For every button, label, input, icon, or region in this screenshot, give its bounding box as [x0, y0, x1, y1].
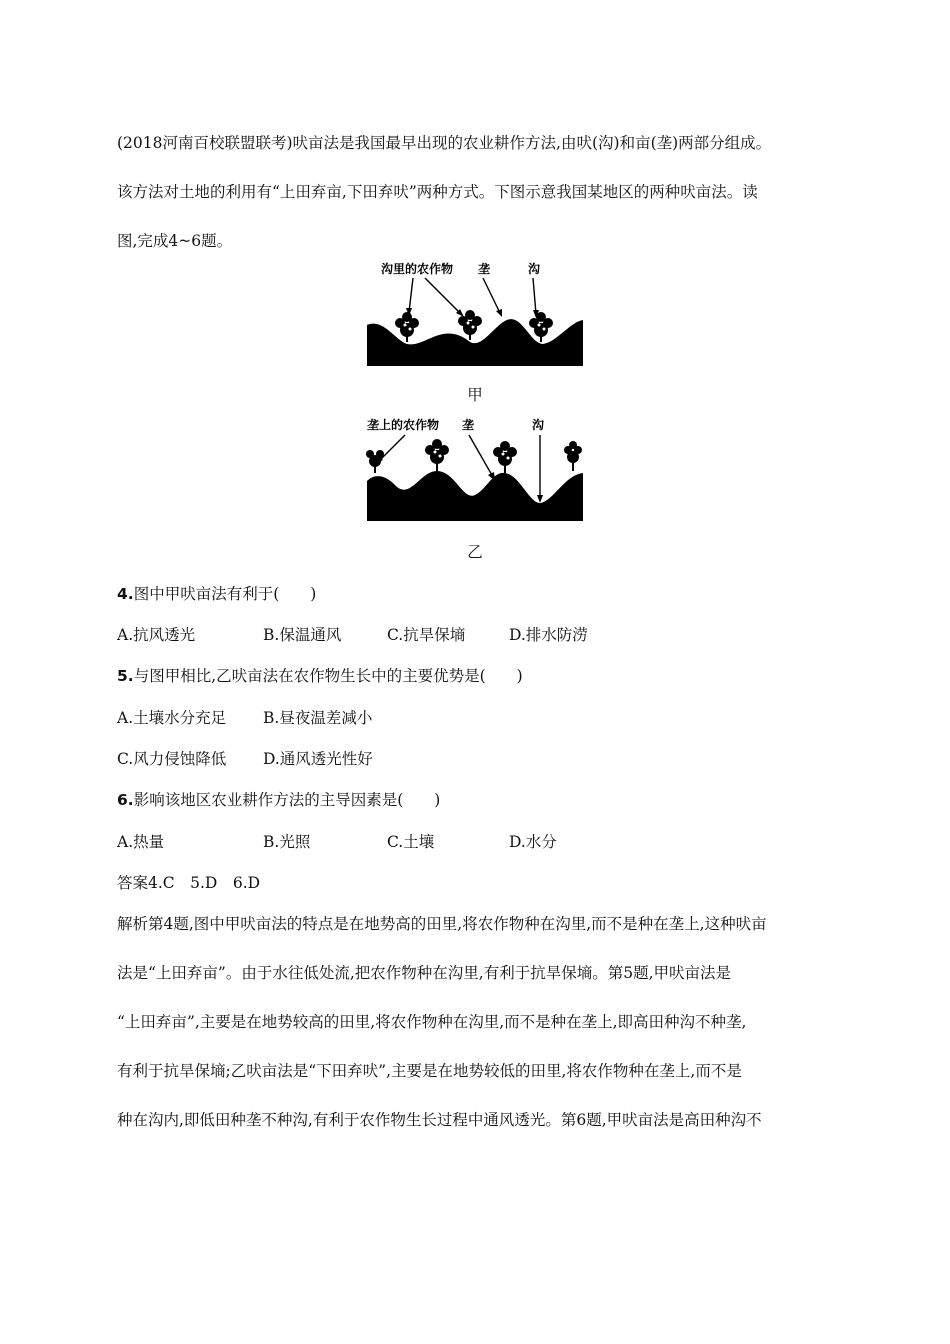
question-5-option-b: B.昼夜温差减小 — [263, 709, 373, 727]
question-4 — [117, 582, 316, 604]
question-4-option-c: C.抗旱保墒 — [387, 626, 466, 644]
question-5-option-d: D.通风透光性好 — [263, 750, 373, 768]
question-6 — [117, 788, 440, 810]
question-6-option-c: C.土壤 — [387, 833, 435, 851]
question-5-stem: 与图甲相比,乙吠亩法在农作物生长中的主要优势是( ) — [133, 667, 523, 685]
analysis-line-3: “上田弃亩”,主要是在地势较高的田里,将农作物种在沟里,而不是种在垄上,即高田种沟不种垄, — [117, 1013, 747, 1031]
question-6-stem: 影响该地区农业耕作方法的主导因素是( ) — [133, 791, 441, 809]
figure-a-label-ridge: 垄 — [478, 262, 491, 276]
question-4-option-b: B.保温通风 — [263, 626, 342, 644]
figure-b-label-furrow: 沟 — [532, 418, 545, 432]
question-6-option-a: A.热量 — [117, 833, 165, 851]
question-4-stem: 图中甲吠亩法有利于( ) — [133, 585, 317, 603]
intro-line-1: (2018河南百校联盟联考)吠亩法是我国最早出现的农业耕作方法,由吠(沟)和亩(垄)两部分组成。 — [117, 134, 772, 152]
question-6-number: 6. — [117, 791, 134, 809]
question-5-option-a: A.土壤水分充足 — [117, 709, 227, 727]
crop-icon — [425, 439, 449, 471]
figure-b-label-ridge: 垄 — [462, 418, 475, 432]
figure-a-label-furrow: 沟 — [528, 262, 541, 276]
intro-line-3: 图,完成4~6题。 — [117, 232, 233, 250]
analysis-line-2: 法是“上田弃亩”。由于水往低处流,把农作物种在沟里,有利于抗旱保墒。第5题,甲吠亩法是 — [117, 964, 731, 982]
figure-a-label-crops: 沟里的农作物 — [381, 262, 454, 276]
question-5-option-c: C.风力侵蚀降低 — [117, 750, 227, 768]
figure-b-ground — [367, 471, 583, 521]
question-4-option-d: D.排水防涝 — [509, 626, 588, 644]
analysis-line-4: 有利于抗旱保墒;乙吠亩法是“下田弃吠”,主要是在地势较低的田里,将农作物种在垄上,而不是 — [117, 1062, 742, 1080]
question-5-number: 5. — [117, 667, 134, 685]
question-6-option-d: D.水分 — [509, 833, 557, 851]
question-4-option-a: A.抗风透光 — [117, 626, 196, 644]
crop-icon — [564, 441, 582, 471]
intro-line-2: 该方法对土地的利用有“上田弃亩,下田弃吠”两种方式。下图示意我国某地区的两种吠亩法。读 — [117, 183, 758, 201]
figure-b-caption: 乙 — [467, 543, 483, 561]
question-4-number: 4. — [117, 585, 134, 603]
crop-icon — [366, 450, 384, 473]
figure-b-label-crops: 垄上的农作物 — [367, 418, 440, 432]
crop-icon — [493, 441, 517, 473]
figure-a-caption: 甲 — [467, 386, 483, 404]
figure-b-diagram — [365, 413, 585, 523]
question-5 — [117, 664, 523, 686]
analysis-line-5: 种在沟内,即低田种垄不种沟,有利于农作物生长过程中通风透光。第6题,甲吠亩法是高田种沟不 — [117, 1111, 762, 1129]
question-6-option-b: B.光照 — [263, 833, 311, 851]
crop-icon — [529, 312, 553, 342]
crop-icon — [395, 312, 419, 342]
figure-a-diagram — [365, 258, 585, 368]
answer-line: 答案4.C 5.D 6.D — [117, 874, 261, 892]
analysis-line-1: 解析第4题,图中甲吠亩法的特点是在地势高的田里,将农作物种在沟里,而不是种在垄上,这种吠亩 — [117, 915, 767, 933]
